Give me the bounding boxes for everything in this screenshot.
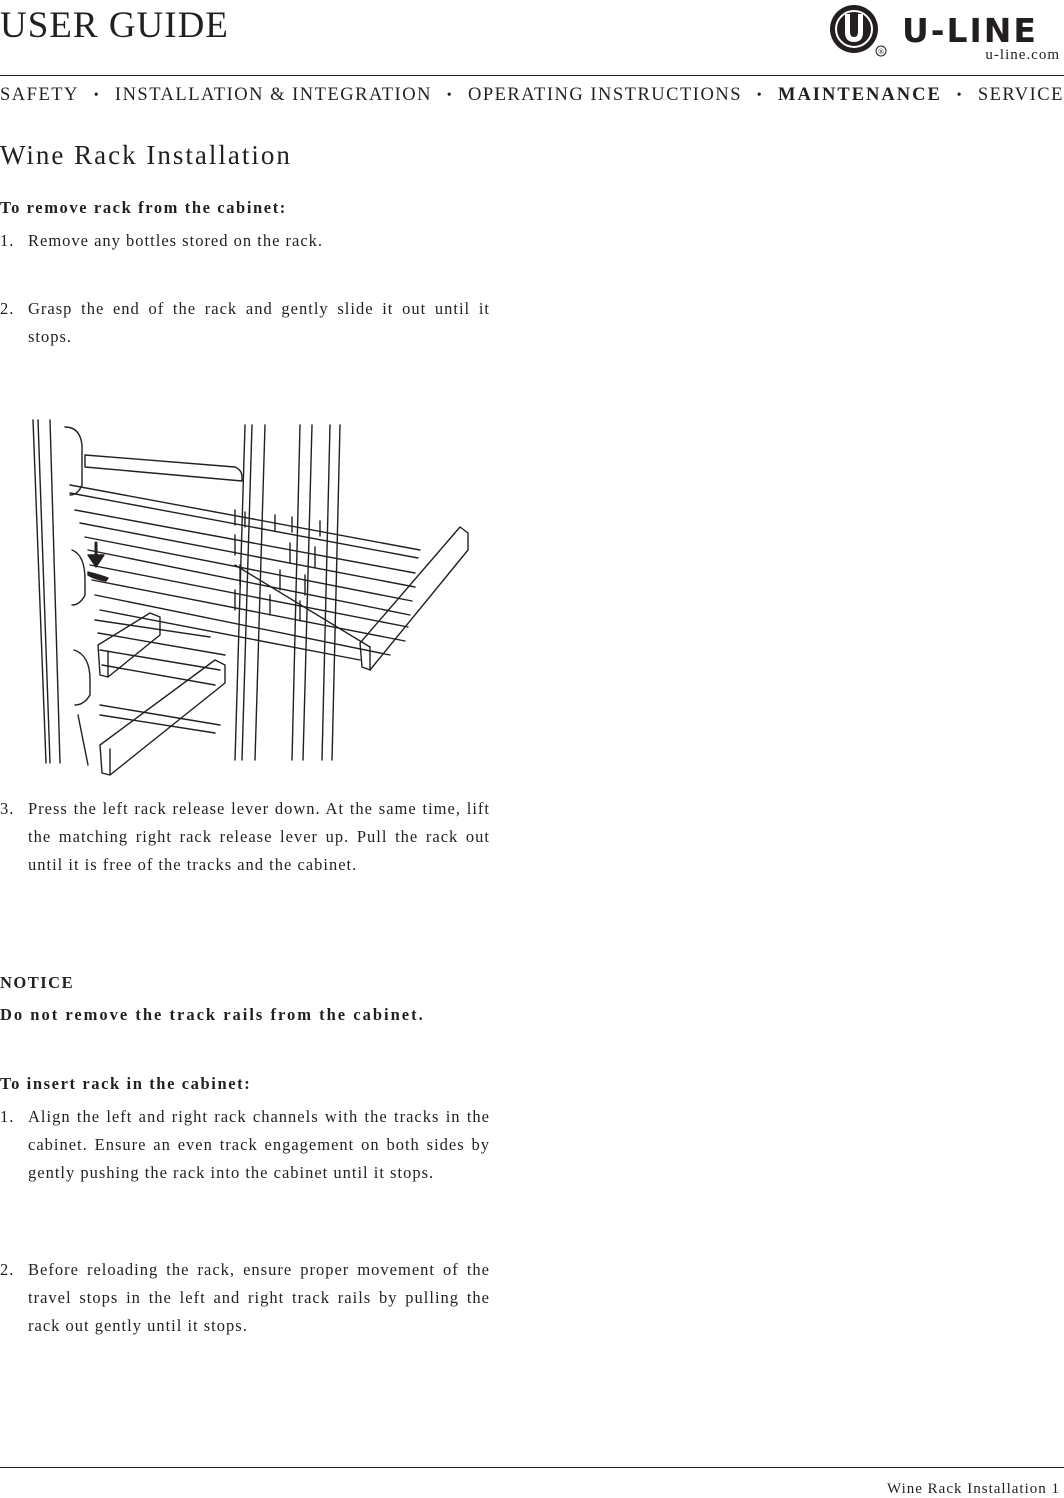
step-number: 1. [0, 231, 15, 250]
remove-step-3 [0, 795, 490, 879]
step-text: Align the left and right rack channels with the tracks in the cabinet. Ensure an even track engagement on both sides by gently pushing the rack into the cabinet until it stops. [28, 1107, 490, 1182]
insert-step-2 [0, 1256, 490, 1340]
wine-rack-illustration [30, 415, 475, 780]
section-nav [0, 85, 1064, 107]
step-number: 2. [0, 1260, 15, 1279]
notice-heading: NOTICE [0, 973, 75, 992]
notice-text: Do not remove the track rails from the cabinet. [0, 1005, 425, 1024]
nav-item-operating[interactable]: OPERATING INSTRUCTIONS [467, 85, 742, 105]
remove-step-2 [0, 295, 490, 351]
insert-step-1 [0, 1103, 490, 1187]
page-title: Wine Rack Installation [0, 140, 292, 170]
nav-item-service[interactable]: SERVICE [977, 85, 1064, 105]
step-text: Before reloading the rack, ensure proper movement of the travel stops in the left and right track rails by pulling the rack out gently until it stops. [28, 1260, 490, 1335]
nav-separator: • [756, 88, 764, 103]
registered-mark: ® [877, 48, 885, 56]
step-text: Press the left rack release lever down. At the same time, lift the matching right rack release lever up. Pull the rack out until it is free of the tracks and the cabinet. [28, 799, 490, 874]
insert-heading: To insert rack in the cabinet: [0, 1074, 252, 1093]
nav-separator: • [446, 88, 454, 103]
step-number: 1. [0, 1107, 15, 1126]
remove-heading: To remove rack from the cabinet: [0, 198, 287, 217]
nav-item-installation[interactable]: INSTALLATION & INTEGRATION [114, 85, 432, 105]
brand-wordmark: U-LINE [902, 11, 1038, 50]
step-text: Remove any bottles stored on the rack. [28, 231, 324, 250]
footer-rule [0, 1467, 1064, 1468]
nav-separator: • [93, 88, 101, 103]
remove-step-1 [0, 227, 490, 255]
step-number: 3. [0, 799, 15, 818]
website-url: u-line.com [985, 47, 1060, 63]
nav-item-maintenance[interactable]: MAINTENANCE [777, 85, 942, 105]
document-title: USER GUIDE [0, 5, 229, 46]
nav-separator: • [956, 88, 964, 103]
header-rule [0, 75, 1064, 76]
footer-page-label: Wine Rack Installation 1 [887, 1481, 1060, 1497]
step-text: Grasp the end of the rack and gently slide it out until it stops. [28, 299, 490, 346]
nav-item-safety[interactable]: SAFETY [0, 85, 79, 105]
step-number: 2. [0, 299, 15, 318]
